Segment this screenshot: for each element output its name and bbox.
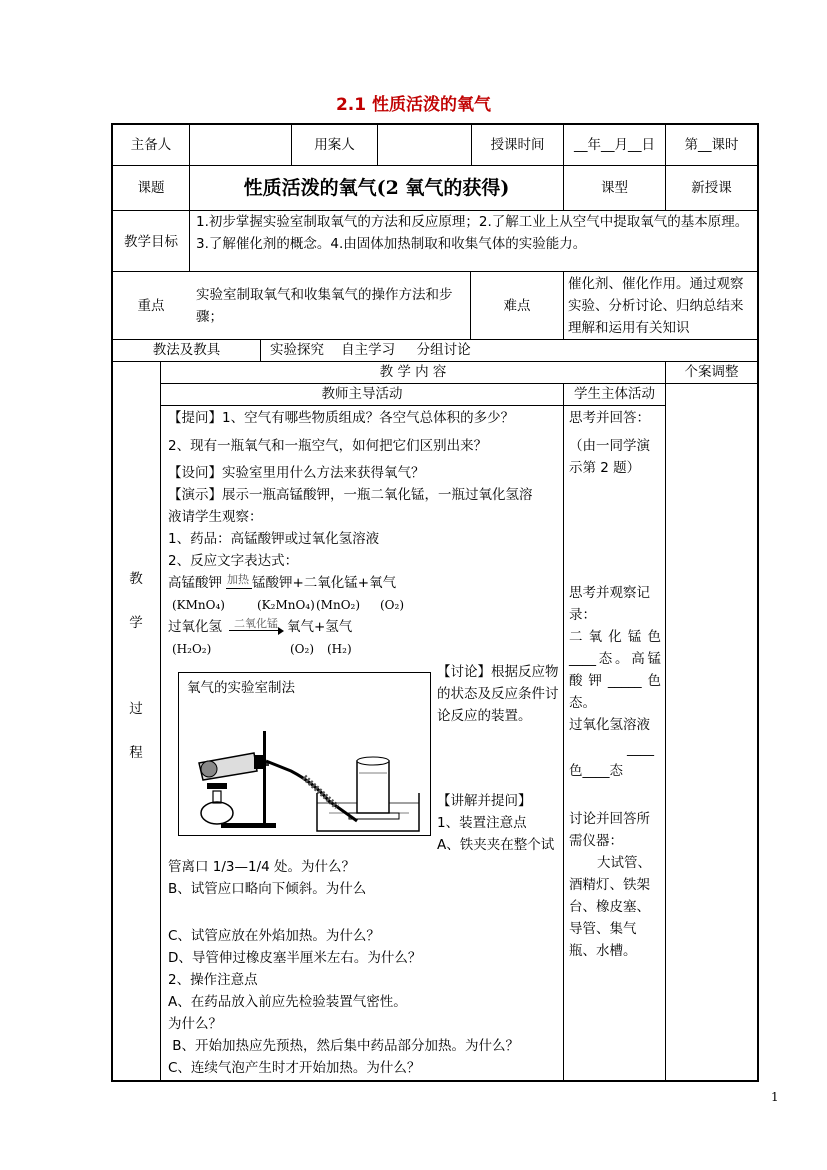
student-discuss: 讨论并回答所需仪器：: [569, 811, 650, 849]
reaction2-condition: 二氧化锰: [234, 617, 278, 630]
student-think-answer: 思考并回答：: [569, 410, 650, 426]
device-note-a-part1: A、铁夹夹在整个试: [437, 837, 555, 853]
key-points-label: 重点: [137, 298, 165, 314]
reaction1-condition: 加热: [227, 573, 249, 586]
student-observe: 思考并观察记录：: [569, 585, 650, 623]
demo-line-1: 【演示】展示一瓶高锰酸钾，一瓶二氧化锰，一瓶过氧化氢溶: [168, 487, 533, 503]
student-record: 二氧化锰色____态。高锰酸钾_____色态。: [569, 629, 661, 711]
user-label: 用案人: [314, 137, 355, 153]
device-note-c: C、试管应放在外焰加热。为什么？: [168, 928, 380, 944]
reaction1-formula-2: (K₂MnO₄): [257, 598, 315, 612]
goals-label: 教学目标: [124, 234, 178, 250]
period-field: 第__课时: [684, 137, 739, 153]
operation-note-a-why: 为什么？: [168, 1016, 222, 1032]
reaction1-formula-1: (KMnO₄): [172, 598, 225, 612]
difficulty-text: 催化剂、催化作用。通过观察实验、分析讨论、归纳总结来理解和运用有关知识: [568, 276, 744, 336]
device-note-d: D、导管伸过橡皮塞半厘米左右。为什么？: [168, 950, 422, 966]
key-points-text: 实验室制取氧气和收集氧气的操作方法和步骤；: [196, 287, 453, 325]
apparatus-illustration: [179, 673, 430, 835]
drug-line: 1、药品：高锰酸钾或过氧化氢溶液: [168, 531, 380, 547]
process-char-2: 学: [129, 615, 143, 631]
reaction2-formula-2: (O₂): [290, 642, 315, 656]
reaction2-formula-1: (H₂O₂): [172, 642, 212, 656]
adjust-header: 个案调整: [684, 364, 739, 380]
operation-note-c: C、连续气泡产生时才开始加热。为什么？: [168, 1060, 421, 1076]
student-h2o2: 过氧化氢溶液: [569, 717, 650, 733]
figure-caption: 氧气的实验室制法: [187, 680, 295, 696]
goals-text: 1.初步掌握实验室制取氧气的方法和反应原理；2.了解工业上从空气中提取氧气的基本原理。3.了解催化剂的概念。4.由固体加热制取和收集气体的实验能力。: [196, 214, 749, 252]
reaction2-formula-3: (H₂): [327, 642, 352, 656]
question-1: 【提问】1、空气有哪些物质组成？各空气总体积的多少？: [168, 410, 515, 426]
date-field: __年__月__日: [574, 137, 655, 153]
process-char-4: 程: [129, 745, 143, 761]
reaction1-formula-4: (O₂): [380, 598, 405, 612]
operation-note-a: A、在药品放入前应先检验装置气密性。: [168, 994, 407, 1010]
page-number: 1: [771, 1090, 779, 1104]
methods-value: 实验探究 自主学习 分组讨论: [270, 342, 471, 358]
question-2: 2、现有一瓶氧气和一瓶空气，如何把它们区别出来？: [168, 438, 488, 454]
operation-note-b: B、开始加热应先预热，然后集中药品部分加热。为什么？: [168, 1038, 520, 1054]
difficulty-label: 难点: [503, 298, 531, 314]
process-char-3: 过: [129, 701, 143, 717]
explain-heading: 【讲解并提问】: [437, 793, 532, 809]
student-color-state: 色____态: [569, 763, 623, 779]
time-label: 授课时间: [490, 137, 545, 153]
discussion-text: 【讨论】根据反应物的状态及反应条件讨论反应的装置。: [437, 664, 559, 724]
document-title: 2.1 性质活泼的氧气: [335, 95, 492, 115]
reaction2-left: 过氧化氢: [168, 619, 222, 635]
reaction2-arrow: [229, 630, 279, 631]
preparer-label: 主备人: [130, 137, 172, 153]
operation-notes-heading: 2、操作注意点: [168, 972, 258, 988]
reaction2-right: 氧气+氢气: [287, 619, 353, 635]
reaction1-left: 高锰酸钾: [168, 575, 222, 591]
methods-label: 教法及教具: [152, 342, 221, 358]
reaction2-arrowhead: [278, 627, 284, 635]
device-note-b: B、试管应口略向下倾斜。为什么: [168, 881, 367, 897]
lesson-type-label: 课型: [601, 180, 628, 196]
device-notes-heading: 1、装置注意点: [437, 815, 527, 831]
formula-title: 2、反应文字表达式：: [168, 553, 299, 569]
reaction1-arrow: [226, 588, 252, 589]
topic-label: 课题: [137, 180, 165, 196]
question-3: 【设问】实验室里用什么方法来获得氧气？: [168, 465, 425, 481]
student-header: 学生主体活动: [574, 386, 655, 402]
student-demo-note: （由一同学演示第 2 题）: [569, 438, 650, 476]
topic-value: 性质活泼的氧气(2 氧气的获得): [243, 177, 510, 199]
process-char-1: 教: [129, 571, 143, 587]
reaction1-right: 锰酸钾+二氧化锰+氧气: [252, 575, 397, 591]
apparatus-figure: [178, 672, 431, 836]
content-header: 教 学 内 容: [379, 364, 447, 380]
teacher-header: 教师主导活动: [321, 386, 403, 402]
device-note-a-part2: 管离口 1/3—1/4 处。为什么？: [168, 859, 356, 875]
lesson-type-value: 新授课: [691, 180, 732, 196]
demo-line-2: 液请学生观察：: [168, 509, 263, 525]
student-instruments: 大试管、酒精灯、铁架台、橡皮塞、导管、集气瓶、水槽。: [569, 855, 651, 959]
reaction1-formula-3: (MnO₂): [316, 598, 361, 612]
student-blank: ____: [627, 741, 654, 757]
